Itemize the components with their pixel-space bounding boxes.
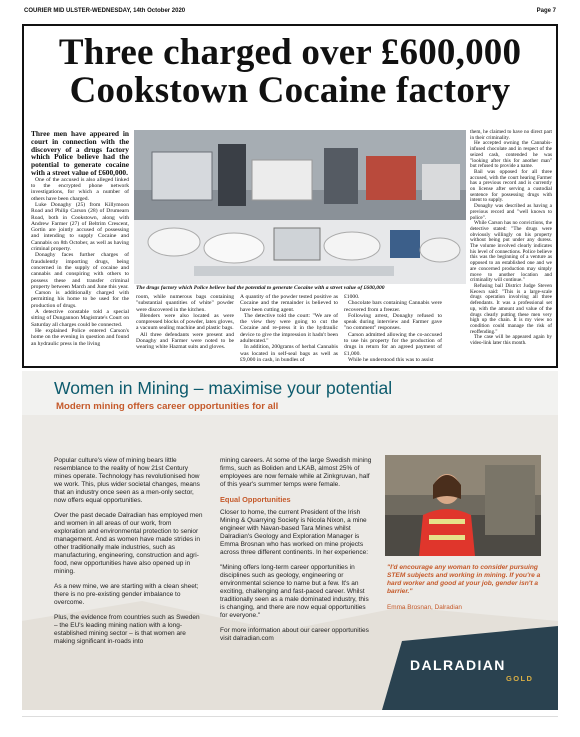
paragraph: Chocolate bars containing Cannabis were recovered from a freezer. [344, 300, 442, 313]
ad-column-2 [220, 457, 372, 650]
paragraph: Carson admitted allowing the co-accused to use his property for the production of drugs in return for an agreed payment of £1,000. [344, 331, 442, 357]
ad-paragraph: Over the past decade Dalradian has employed men and women in all areas of our work, from exploration and environmental protection to senior management. And as women have made strides in other traditionally male industries, such as manufacturing, engineering, construction and agri-food, new opportunities have also opened up in mining. [54, 512, 203, 575]
paragraph: room, while numerous bags containing "substantial quantities of white" powder were discovered in the kitchen. [136, 294, 234, 313]
article-lead: Three men have appeared in court in connection with the discovery of a drugs factory which Police believe had the potential to generate cocaine with a street value of £600,000. [31, 129, 129, 177]
paragraph: Following arrest, Donaghy refused to speak during interview and Farmer gave "no comment" responses. [344, 312, 442, 332]
dalradian-logo-gold: GOLD [506, 674, 534, 683]
ad-paragraph: Plus, the evidence from countries such as Sweden – the EU's leading mining nation with a long-established mining sector – is that women are making significant in-roads into [54, 614, 200, 645]
paragraph: The detective told the court: "We are of the view they were going to cut the Cocaine and re-press it in the hydraulic device to give the impression it hadn't been adulterated." [240, 312, 338, 345]
paragraph: Carson is additionally charged with permitting his home to be used for the production of drugs. [31, 290, 129, 309]
paragraph: them, he claimed to have no direct part in their criminality. [470, 129, 552, 141]
photo-caption: The drugs factory which Police believe had the potential to generate Cocaine with a street value of £600,000 [136, 285, 385, 291]
page-number: Page 7 [536, 8, 556, 14]
paragraph: Luke Donaghy (25) from Killymoon Road and Philip Carson (28) of Drumearn Road, both in Cookstown, along with Andrew Farmer (27) of Beltrim Crescent, Gortin are jointly accused of possessing and intending to supply Cocaine and Cannabis on 8th October, as well as having criminal property. [31, 201, 129, 253]
paragraph: Donaghy was described as having a previous record and "well known to police". [470, 203, 552, 221]
ad-paragraph: Popular culture's view of mining bears little resemblance to the reality of how 21st Century mines operate. Technology has revolutionised how we work. This, plus wider societal changes, means that an industry once seen as a men-only sector, now offers equal opportunities. [54, 457, 200, 504]
paragraph: £1000. [344, 294, 360, 300]
article-headline [24, 34, 556, 110]
page-header [24, 6, 556, 16]
ad-paragraph: As a new mine, we are starting with a clean sheet; there is no pre-existing gender imbalance to overcome. [54, 583, 199, 606]
publication-date-line: COURIER MID ULSTER-WEDNESDAY, 14th October 2020 [24, 8, 186, 14]
ad-paragraph: mining careers. At some of the large Swedish mining firms, such as Boliden and LKAB, almost 25% of employees are now female while at Zinkgruvan, half of this year's summer temps were female. [220, 457, 372, 488]
news-article [22, 24, 558, 368]
quote-attribution: Emma Brosnan, Dalradian [387, 604, 462, 611]
article-column-5 [470, 130, 552, 347]
paragraph: Bail was opposed for all three accused, with the court hearing Farmer has a previous record and is currently on license after serving a custodial sentence for possessing drugs with intent to supply. [470, 168, 552, 204]
paragraph: One of the accused is also alleged linked to the encrypted phone network investigations, for which a number of others have been charged. [31, 176, 129, 202]
article-column-3 [240, 294, 338, 363]
page-bottom-rule [22, 716, 558, 717]
ad-subtitle: Modern mining offers career opportunities for all [56, 401, 279, 412]
dalradian-logo: DALRADIAN [410, 657, 506, 673]
drugs-factory-photo [134, 130, 466, 284]
ad-quote: "I'd encourage any woman to consider pursuing STEM subjects and working in mining. If you're a hard worker and good at your job, gender isn't a barrier." [387, 564, 541, 595]
ad-column-1 [54, 457, 204, 653]
emma-brosnan-photo [385, 455, 541, 556]
paragraph: While Carson has no convictions, the detective stated: "The drugs were obviously willingly on his property without being put under any duress. The volume involved clearly indicates his level of connections. Police believe this was the beginning of a venture as opposed to an established one and we are concerned production may simply move to another location and criminality will continue." [470, 220, 552, 284]
ad-paragraph: For more information about our career opportunities visit dalradian.com [220, 627, 369, 642]
seized-items-image [134, 130, 466, 284]
paragraph: A detective constable told a special sitting of Dungannon Magistrate's Court on Saturday all charges could be connected. [31, 309, 129, 328]
article-column-4 [344, 294, 442, 363]
ad-title: Women in Mining – maximise your potential [54, 378, 393, 398]
ad-paragraph: Closer to home, the current President of the Irish Mining & Quarrying Society is Nicola Nixon, a mine engineer with Navan-based Tara Mines whilst Dalradian's Geology and Exploration Manager is Emma Brosnan who has worked on mine projects across three different continents. In her experience: [220, 509, 369, 556]
paragraph: While he understood this was to assist [348, 356, 434, 363]
ad-paragraph: "Mining offers long-term career opportunities in disciplines such as geology, engineering or environmental science to name but a few. It's an exciting, challenging and fast-paced career. Whilst traditionally seen as a male dominated industry, this is changing, and there are now equal opportunities for everyone." [220, 564, 369, 619]
article-column-1 [31, 130, 129, 347]
paragraph: In addition, 200grams of herbal Cannabis was located in self-seal bags as well as £9,000 in cash, in bundles of [240, 344, 338, 363]
headline-line-1: Three charged over £600,000 [58, 32, 522, 73]
paragraph: The case will be appeared again by video-link later this month. [470, 334, 552, 347]
woman-miner-image [385, 455, 541, 556]
ad-section-heading: Equal Opportunities [220, 495, 291, 504]
paragraph: He explained Police entered Carson's home on the evening in question and found an hydraulic press in the living [31, 327, 129, 347]
headline-line-2: Cookstown Cocaine factory [69, 70, 511, 111]
paragraph: Donaghy faces further charges of fraudulently importing drugs, being concerned in the supply of cocaine and cannabis and conspiring with others to possess these and transfer criminal property between March and June this year. [31, 252, 129, 290]
paragraph: Refusing bail District Judge Steven Keown said: "This is a large-scale drugs operation involving all three defendants. It was a professional set up, with the amount and value of the drugs clearly putting these men very high up the chain. It is my view no condition could manage the risk of reoffending." [470, 282, 552, 335]
dalradian-advertisement [22, 371, 558, 710]
article-column-2 [136, 294, 234, 351]
paragraph: He accepted owning the Cannabis-infused chocolate and in respect of the seized cash, contended he was "looking after this for another man" but refused to provide a name. [470, 140, 552, 170]
paragraph: Blenders were also located as were compressed blocks of powder, latex gloves, a vacuum sealing machine and plastic bags. [136, 312, 234, 332]
paragraph: All three defendants were present and Donaghy and Farmer were noted to be wearing white Hazmat suits and gloves. [136, 331, 234, 351]
paragraph: A quantity of the powder tested positive as Cocaine and the remainder is believed to have been cutting agent. [240, 294, 338, 313]
